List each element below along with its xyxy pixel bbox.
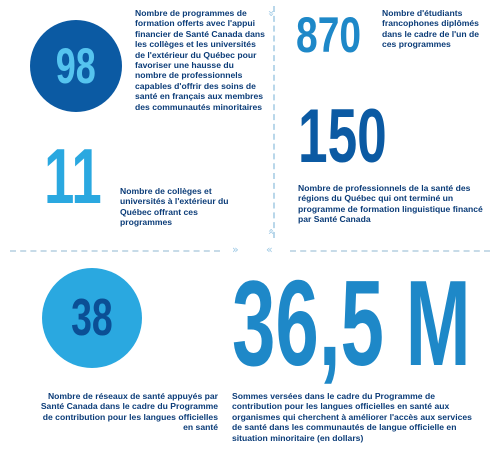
institutions-description: Nombre de collèges et universités à l'extérieur du Québec offrant ces programmes: [120, 186, 229, 228]
funding-value: 36,5 M: [232, 255, 471, 391]
institutions-value: 11: [44, 132, 102, 220]
vertical-divider: [273, 6, 275, 238]
programs-circle: [30, 20, 122, 112]
networks-circle: [42, 268, 142, 368]
chevron-up-icon: «: [264, 228, 278, 235]
chevron-left-icon: «: [266, 243, 273, 256]
horizontal-divider: [290, 250, 490, 252]
networks-description: Nombre de réseaux de santé appuyés par Santé Canada dans le cadre du Programme de contribution pour les langues officielles en santé: [40, 391, 218, 433]
students-value: 870: [296, 7, 362, 63]
students-description: Nombre d'étudiants francophones diplômés dans le cadre de l'un de ces programmes: [382, 8, 480, 50]
professionals-description: Nombre de professionnels de la santé des régions du Québec qui ont terminé un programme de formation linguistique financé par Santé Canada: [298, 183, 483, 225]
networks-value: 38: [71, 289, 113, 347]
programs-description: Nombre de programmes de formation offerts avec l'appui financier de Santé Canada dans les collèges et les universités de l'extérieur du Québec pour favoriser une hausse du nombre de professionnels capables d'offrir des soins de santé en français aux membres des communautés minoritaires: [135, 8, 265, 112]
professionals-value: 150: [298, 94, 387, 179]
chevron-down-icon: »: [264, 10, 278, 17]
funding-description: Sommes versées dans le cadre du Programme de contribution pour les langues officielles en santé aux organismes qui cherchent à améliorer l'accès aux services de santé dans les communautés de langue officielle en situation minoritaire (en dollars): [232, 391, 472, 443]
programs-value: 98: [55, 38, 97, 94]
chevron-right-icon: »: [232, 243, 239, 256]
horizontal-divider: [10, 250, 220, 252]
